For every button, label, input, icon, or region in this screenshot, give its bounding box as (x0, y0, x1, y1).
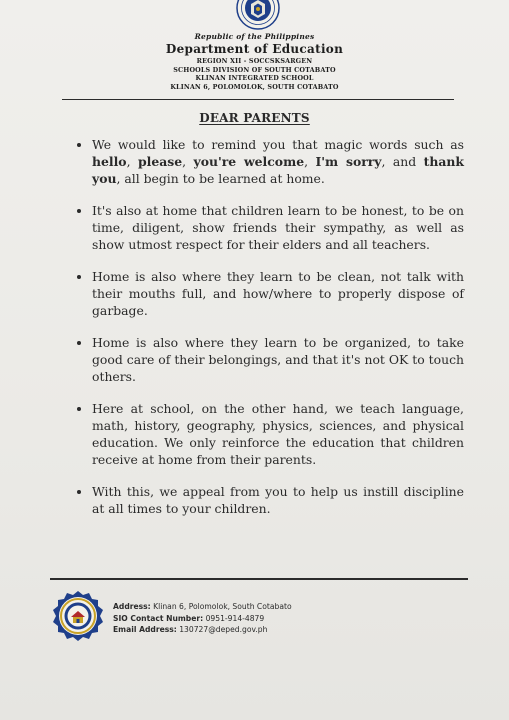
magic-word: you're welcome (193, 154, 305, 169)
page-title-text: DEAR PARENTS (199, 111, 310, 125)
bullet-text: Here at school, on the other hand, we teach language, math, history, geography, physics, sciences, and physical education. We only reinforce the education that children receive at home from their parents. (92, 401, 464, 467)
footer-email-label: Email Address: (113, 625, 177, 634)
page-title (0, 111, 509, 125)
header-divider (62, 99, 454, 100)
magic-word: I'm sorry (315, 154, 382, 169)
footer-contact-label: SIO Contact Number: (113, 613, 204, 623)
letterhead-department: Department of Education (165, 42, 344, 56)
bullet-dot-icon (77, 143, 81, 147)
school-seal-icon (52, 590, 104, 642)
list-item (92, 400, 464, 468)
bullet-text: , (304, 154, 316, 169)
bullet-text: , (126, 154, 138, 169)
footer-contact-number (113, 613, 292, 625)
footer-contact-value: 0951-914-4879 (203, 613, 265, 623)
list-item (92, 483, 464, 517)
magic-word: hello (92, 154, 127, 169)
bullet-text: Home is also where they learn to be clean, not talk with their mouths full, and how/where to properly dispose of garbage. (92, 269, 464, 318)
list-item (92, 268, 464, 319)
footer-contact (113, 601, 292, 636)
bullet-text: We would like to remind you that magic words such as (92, 137, 464, 152)
list-item (92, 334, 464, 385)
bullet-text: , and (381, 154, 424, 169)
footer-email-value: 130727@deped.gov.ph (176, 625, 268, 634)
letterhead-republic: Republic of the Philippines (194, 32, 315, 41)
bullet-dot-icon (77, 407, 81, 411)
list-item (92, 136, 464, 187)
bullet-text: Home is also where they learn to be organized, to take good care of their belongings, and that it's not OK to touch others. (92, 335, 464, 384)
list-item (92, 202, 464, 253)
bullet-dot-icon (77, 209, 81, 213)
letterhead-region: REGION XII - SOCCSKSARGEN (196, 57, 313, 65)
magic-word: thank you (92, 154, 464, 186)
bullet-dot-icon (77, 275, 81, 279)
footer-email (113, 624, 292, 636)
bullet-text: With this, we appeal from you to help us instill discipline at all times to your children. (92, 484, 464, 516)
bullet-text: , (182, 154, 194, 169)
deped-seal-icon (236, 0, 280, 30)
letterhead-school: KLINAN INTEGRATED SCHOOL (195, 74, 314, 83)
magic-word: please (137, 154, 183, 169)
letterhead-division: SCHOOLS DIVISION OF SOUTH COTABATO (173, 65, 336, 74)
bullet-text: It's also at home that children learn to be honest, to be on time, diligent, show friends their sympathy, as well as show utmost respect for their elders and all teachers. (92, 203, 464, 252)
footer-address-value: Klinan 6, Polomolok, South Cotabato (150, 602, 292, 611)
letterhead (0, 32, 509, 91)
bullet-text: , all begin to be learned at home. (116, 171, 325, 186)
footer-divider (50, 578, 468, 580)
bullet-dot-icon (77, 490, 81, 494)
reminder-list (92, 136, 464, 532)
bullet-dot-icon (77, 341, 81, 345)
footer-address-label: Address: (113, 602, 151, 611)
letterhead-location: KLINAN 6, POLOMOLOK, SOUTH COTABATO (170, 82, 339, 91)
footer-address (113, 601, 292, 613)
